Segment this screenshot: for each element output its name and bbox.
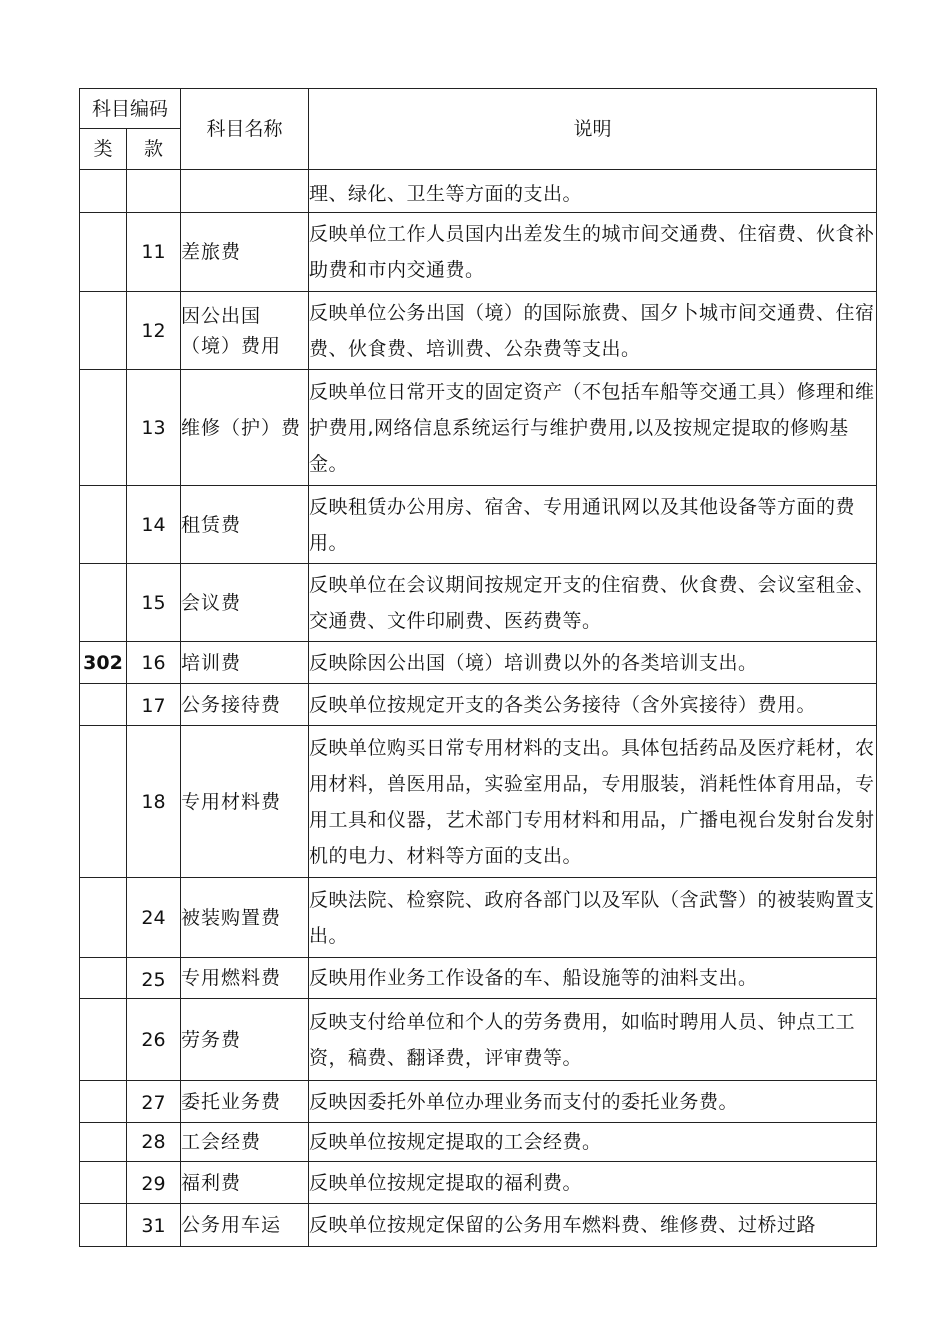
item-name: 专用材料费 (181, 726, 309, 878)
item-name: 福利费 (181, 1162, 309, 1204)
item-name: 会议费 (181, 564, 309, 642)
item-code: 31 (127, 1204, 181, 1247)
table-row (80, 999, 877, 1081)
item-desc: 反映单位购买日常专用材料的支出。具体包括药品及医疗耗材，农用材料，兽医用品，实验室用品，专用服装，消耗性体育用品，专用工具和仪器，艺术部门专用材料和用品，广播电视台发射台发射机的电力、材料等方面的支出。 (309, 726, 877, 878)
header-code-group: 科目编码 (80, 89, 181, 129)
item-desc: 反映用作业务工作设备的车、船设施等的油料支出。 (309, 958, 877, 999)
item-name: 因公出国（境）费用 (181, 292, 309, 370)
table-row (80, 292, 877, 370)
item-name: 公务用车运 (181, 1204, 309, 1247)
item-code: 11 (127, 213, 181, 292)
header-name: 科目名称 (181, 89, 309, 170)
item-name: 公务接待费 (181, 684, 309, 726)
table-row (80, 486, 877, 564)
item-desc: 反映单位日常开支的固定资产（不包括车船等交通工具）修理和维护费用,网络信息系统运行与维护费用,以及按规定提取的修购基金。 (309, 370, 877, 486)
header-class: 类 (80, 129, 127, 170)
class-code: 302 (80, 642, 127, 684)
item-desc: 反映单位按规定提取的工会经费。 (309, 1123, 877, 1162)
item-code: 17 (127, 684, 181, 726)
table-row (80, 642, 877, 684)
table-row (80, 684, 877, 726)
item-desc: 反映单位在会议期间按规定开支的住宿费、伙食费、会议室租金、交通费、文件印刷费、医药费等。 (309, 564, 877, 642)
item-name: 被装购置费 (181, 878, 309, 958)
continuation-text: 理、绿化、卫生等方面的支出。 (309, 170, 877, 213)
item-code: 28 (127, 1123, 181, 1162)
item-name: 工会经费 (181, 1123, 309, 1162)
item-desc: 反映单位公务出国（境）的国际旅费、国夕卜城市间交通费、住宿费、伙食费、培训费、公杂费等支出。 (309, 292, 877, 370)
table-row (80, 564, 877, 642)
item-code: 26 (127, 999, 181, 1081)
table-row (80, 213, 877, 292)
item-code: 16 (127, 642, 181, 684)
table-row (80, 1081, 877, 1123)
item-code: 24 (127, 878, 181, 958)
item-code: 15 (127, 564, 181, 642)
item-desc: 反映单位按规定开支的各类公务接待（含外宾接待）费用。 (309, 684, 877, 726)
item-desc: 反映因委托外单位办理业务而支付的委托业务费。 (309, 1081, 877, 1123)
item-name: 租赁费 (181, 486, 309, 564)
header-desc: 说明 (309, 89, 877, 170)
subject-table (79, 88, 877, 1247)
item-name: 差旅费 (181, 213, 309, 292)
item-desc: 反映单位按规定保留的公务用车燃料费、维修费、过桥过路 (309, 1204, 877, 1247)
item-desc: 反映法院、检察院、政府各部门以及军队（含武警）的被装购置支出。 (309, 878, 877, 958)
item-desc: 反映单位工作人员国内出差发生的城市间交通费、住宿费、伙食补助费和市内交通费。 (309, 213, 877, 292)
item-desc: 反映租赁办公用房、宿舍、专用通讯网以及其他设备等方面的费用。 (309, 486, 877, 564)
item-name: 培训费 (181, 642, 309, 684)
item-code: 14 (127, 486, 181, 564)
table-row (80, 726, 877, 878)
item-name: 专用燃料费 (181, 958, 309, 999)
item-code: 12 (127, 292, 181, 370)
item-code: 27 (127, 1081, 181, 1123)
item-name: 委托业务费 (181, 1081, 309, 1123)
table-row (80, 1123, 877, 1162)
item-desc: 反映支付给单位和个人的劳务费用，如临时聘用人员、钟点工工资，稿费、翻译费，评审费等。 (309, 999, 877, 1081)
item-code: 13 (127, 370, 181, 486)
item-code: 18 (127, 726, 181, 878)
item-desc: 反映单位按规定提取的福利费。 (309, 1162, 877, 1204)
table-row (80, 370, 877, 486)
item-code: 29 (127, 1162, 181, 1204)
item-name: 劳务费 (181, 999, 309, 1081)
table-row (80, 958, 877, 999)
item-desc: 反映除因公出国（境）培训费以外的各类培训支出。 (309, 642, 877, 684)
item-code: 25 (127, 958, 181, 999)
header-item: 款 (127, 129, 181, 170)
item-name: 维修（护）费 (181, 370, 309, 486)
table-row (80, 170, 877, 213)
table-row (80, 1204, 877, 1247)
table-row (80, 1162, 877, 1204)
table-row (80, 878, 877, 958)
